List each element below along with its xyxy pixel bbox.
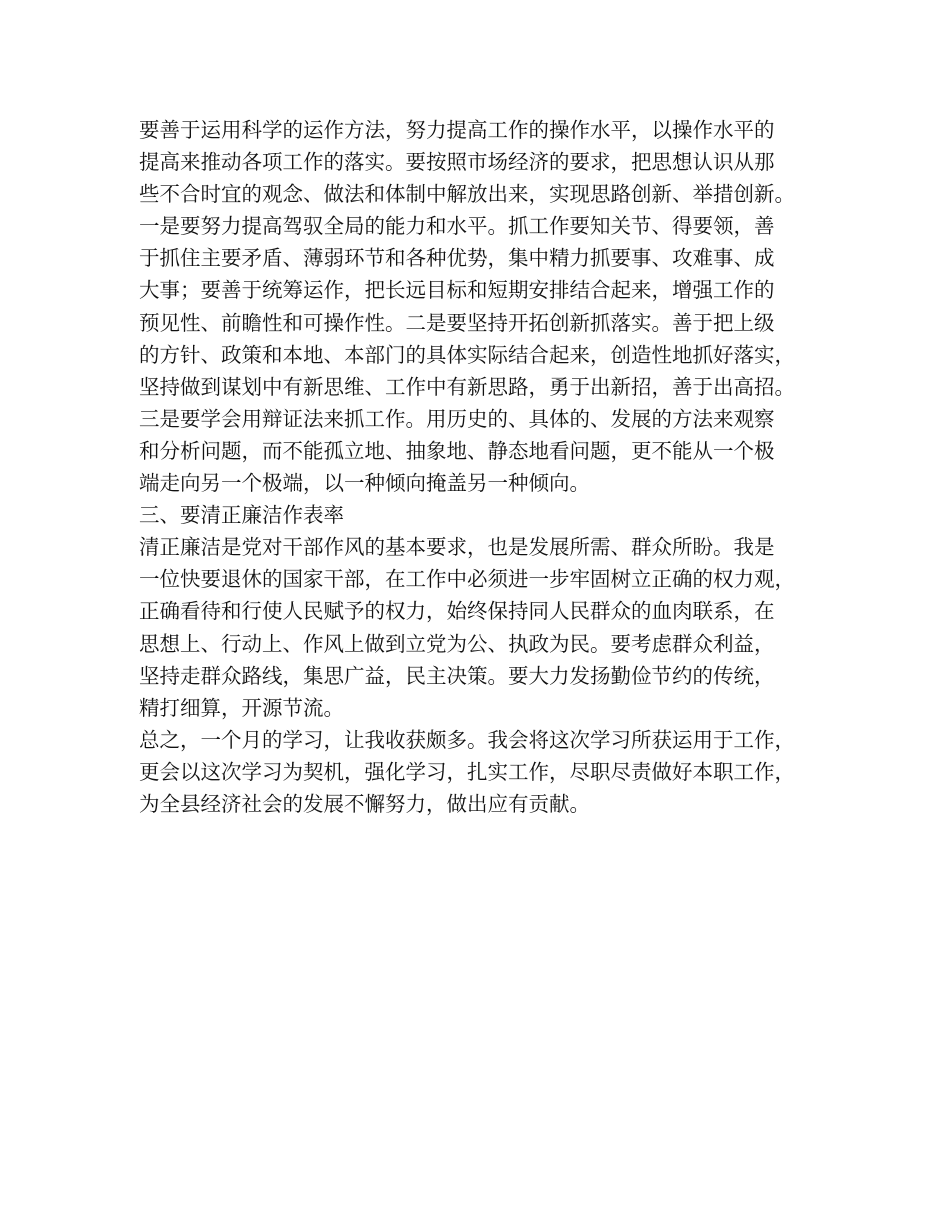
text-line: 总之，一个月的学习，让我收获颇多。我会将这次学习所获运用于工作， [139,727,795,752]
text-line: 为全县经济社会的发展不懈努力，做出应有贡献。 [139,791,590,816]
text-line: 坚持走群众路线，集思广益，民主决策。要大力发扬勤俭节约的传统， [139,663,775,688]
document-body [139,114,829,820]
text-line: 一是要努力提高驾驭全局的能力和水平。抓工作要知关节、得要领，善 [139,214,775,239]
text-line: 于抓住主要矛盾、薄弱环节和各种优势，集中精力抓要事、攻难事、成 [139,246,775,271]
text-line: 些不合时宜的观念、做法和体制中解放出来，实现思路创新、举措创新。 [139,182,795,207]
text-line: 要善于运用科学的运作方法，努力提高工作的操作水平，以操作水平的 [139,118,775,142]
text-line: 正确看待和行使人民赋予的权力，始终保持同人民群众的血肉联系，在 [139,599,775,624]
section-heading [139,499,829,531]
text-line: 清正廉洁是党对干部作风的基本要求，也是发展所需、群众所盼。我是 [139,535,775,560]
text-line: 三是要学会用辩证法来抓工作。用历史的、具体的、发展的方法来观察 [139,406,775,431]
text-line: 一位快要退休的国家干部，在工作中必须进一步牢固树立正确的权力观， [139,567,795,592]
text-line: 端走向另一个极端，以一种倾向掩盖另一种倾向。 [139,471,590,496]
text-line: 更会以这次学习为契机，强化学习，扎实工作，尽职尽责做好本职工作， [139,759,795,784]
text-line: 和分析问题，而不能孤立地、抽象地、静态地看问题，更不能从一个极 [139,438,775,463]
heading-line: 三、要清正廉洁作表率 [139,503,344,528]
paragraph-work-methods [139,114,829,499]
text-line: 预见性、前瞻性和可操作性。二是要坚持开拓创新抓落实。善于把上级 [139,310,775,335]
text-line: 坚持做到谋划中有新思维、工作中有新思路，勇于出新招，善于出高招。 [139,374,795,399]
paragraph-integrity [139,531,829,724]
text-line: 提高来推动各项工作的落实。要按照市场经济的要求，把思想认识从那 [139,150,775,175]
text-line: 的方针、政策和本地、本部门的具体实际结合起来，创造性地抓好落实， [139,342,795,367]
text-line: 大事；要善于统筹运作，把长远目标和短期安排结合起来，增强工作的 [139,278,775,303]
text-line: 思想上、行动上、作风上做到立党为公、执政为民。要考虑群众利益， [139,631,775,656]
text-line: 精打细算，开源节流。 [139,695,344,720]
paragraph-conclusion [139,724,829,820]
